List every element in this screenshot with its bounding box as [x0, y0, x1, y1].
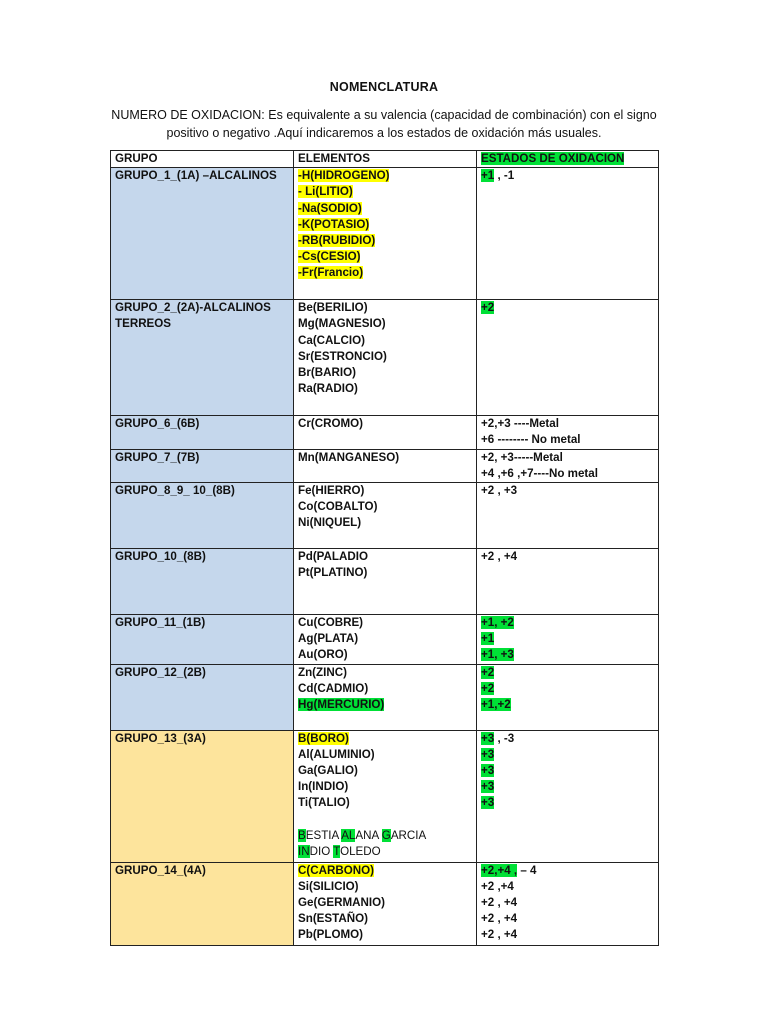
element-item: Sn(ESTAÑO) — [298, 912, 368, 926]
states-cell — [477, 615, 659, 665]
element-item: Fe(HIERRO) — [298, 484, 365, 498]
element-item: Ag(PLATA) — [298, 632, 359, 646]
elements-cell — [294, 483, 477, 549]
state-value: +6 -------- No metal — [481, 433, 581, 447]
table-row — [111, 549, 659, 615]
elements-cell — [294, 664, 477, 730]
element-item: Ra(RADIO) — [298, 382, 358, 396]
states-cell — [477, 449, 659, 482]
element-item: B(BORO) — [298, 731, 349, 745]
table-header-row — [111, 151, 659, 168]
state-value: +1, +2 — [481, 616, 514, 630]
state-value: +1, +3 — [481, 648, 514, 662]
element-item: Ga(GALIO) — [298, 764, 358, 778]
mnemonic-line-1 — [298, 828, 472, 844]
table-row — [111, 615, 659, 665]
states-cell — [477, 862, 659, 945]
element-item: Be(BERILIO) — [298, 301, 368, 315]
table-row — [111, 664, 659, 730]
state-value: +2 , +4 — [481, 896, 518, 910]
state-value: +2 , +4 — [481, 550, 518, 564]
intro-paragraph: NUMERO DE OXIDACION: Es equivalente a su valencia (capacidad de combinación) con el signo positivo o negativo .Aquí indicaremos a los estados de oxidación más usuales. — [111, 108, 657, 140]
state-value: +3 — [481, 796, 495, 810]
states-cell — [477, 730, 659, 862]
element-item: -RB(RUBIDIO) — [298, 234, 376, 248]
header-estados — [477, 151, 659, 168]
group-cell: GRUPO_2_(2A)-ALCALINOS TERREOS — [111, 300, 294, 416]
group-cell: GRUPO_7_(7B) — [111, 449, 294, 482]
elements-cell — [294, 615, 477, 665]
table-row — [111, 168, 659, 300]
element-item: Pd(PALADIO — [298, 550, 368, 564]
states-cell — [477, 300, 659, 416]
element-item: Mn(MANGANESO) — [298, 450, 400, 464]
element-item: Sr(ESTRONCIO) — [298, 349, 387, 363]
mnemonic-highlight: AL — [341, 828, 356, 842]
elements-cell — [294, 449, 477, 482]
states-cell — [477, 483, 659, 549]
document-title: NOMENCLATURA — [329, 80, 439, 94]
state-value: – 4 — [517, 863, 537, 877]
header-grupo: GRUPO — [111, 151, 294, 168]
state-value: +2,+3 ----Metal — [481, 417, 559, 431]
state-value: +2 , +4 — [481, 928, 518, 942]
states-cell — [477, 664, 659, 730]
mnemonic-highlight: G — [381, 828, 391, 842]
element-item: Zn(ZINC) — [298, 665, 347, 679]
states-cell — [477, 549, 659, 615]
state-value: +3 — [481, 747, 495, 761]
mnemonic-highlight: IN — [298, 845, 310, 859]
element-item: Pb(PLOMO) — [298, 928, 364, 942]
elements-cell — [294, 416, 477, 449]
mnemonic-text: OLEDO — [340, 845, 381, 859]
states-cell — [477, 168, 659, 300]
element-item: Co(COBALTO) — [298, 500, 378, 514]
element-item: Ca(CALCIO) — [298, 333, 365, 347]
element-item: -H(HIDROGENO) — [298, 169, 390, 183]
header-estados-label: ESTADOS DE OXIDACION — [481, 152, 625, 165]
table-row — [111, 449, 659, 482]
element-item: - Li(LITIO) — [298, 185, 353, 199]
element-item: In(INDIO) — [298, 780, 349, 794]
element-item: Al(ALUMINIO) — [298, 747, 375, 761]
header-elementos: ELEMENTOS — [294, 151, 477, 168]
element-item: Cd(CADMIO) — [298, 681, 369, 695]
element-item: Hg(MERCURIO) — [298, 698, 385, 712]
element-item: Cr(CROMO) — [298, 417, 364, 431]
state-value: +2 , +4 — [481, 912, 518, 926]
element-item: Ge(GERMANIO) — [298, 896, 385, 910]
state-value: +1,+2 — [481, 698, 511, 712]
group-cell: GRUPO_8_9_ 10_(8B) — [111, 483, 294, 549]
mnemonic-highlight: T — [333, 845, 341, 859]
element-item: C(CARBONO) — [298, 863, 374, 877]
table-row — [111, 300, 659, 416]
group-cell: GRUPO_11_(1B) — [111, 615, 294, 665]
group-cell: GRUPO_12_(2B) — [111, 664, 294, 730]
element-item: Au(ORO) — [298, 648, 348, 662]
element-item: -Fr(Francio) — [298, 266, 364, 280]
mnemonic-text: ANA — [355, 828, 382, 842]
state-value: +2 — [481, 301, 495, 315]
state-value: +4 ,+6 ,+7----No metal — [481, 466, 598, 480]
group-cell: GRUPO_14_(4A) — [111, 862, 294, 945]
state-value: +3 — [481, 731, 495, 745]
table-row — [111, 416, 659, 449]
element-item: Br(BARIO) — [298, 366, 356, 380]
state-value: +2 ,+4 — [481, 879, 514, 893]
mnemonic-text: DIO — [309, 845, 334, 859]
element-item: -K(POTASIO) — [298, 217, 370, 231]
element-item: Mg(MAGNESIO) — [298, 317, 386, 331]
elements-cell — [294, 730, 477, 862]
table-row — [111, 483, 659, 549]
group-cell: GRUPO_1_(1A) –ALCALINOS — [111, 168, 294, 300]
group-cell: GRUPO_6_(6B) — [111, 416, 294, 449]
table-row — [111, 862, 659, 945]
state-value: , -1 — [494, 169, 515, 183]
state-value: +3 — [481, 780, 495, 794]
mnemonic-text: ARCIA — [390, 828, 427, 842]
state-value: +2 — [481, 665, 495, 679]
group-cell: GRUPO_13_(3A) — [111, 730, 294, 862]
oxidation-table — [110, 150, 659, 946]
group-cell: GRUPO_10_(8B) — [111, 549, 294, 615]
element-item: Pt(PLATINO) — [298, 566, 368, 580]
mnemonic-text: ESTIA — [305, 828, 342, 842]
element-item: -Cs(CESIO) — [298, 250, 361, 264]
elements-cell — [294, 300, 477, 416]
mnemonic-highlight: B — [298, 828, 306, 842]
state-value: +1 — [481, 169, 495, 183]
element-item: -Na(SODIO) — [298, 201, 362, 215]
element-item: Cu(COBRE) — [298, 616, 364, 630]
state-value: +1 — [481, 632, 495, 646]
state-value: +3 — [481, 764, 495, 778]
element-item: Ni(NIQUEL) — [298, 516, 362, 530]
element-item: Ti(TALIO) — [298, 796, 350, 810]
state-value: +2 , +3 — [481, 484, 518, 498]
state-value: +2 — [481, 681, 495, 695]
elements-cell — [294, 549, 477, 615]
state-value: , -3 — [494, 731, 515, 745]
mnemonic-line-2 — [298, 844, 472, 860]
state-value: +2, +3-----Metal — [481, 450, 563, 464]
elements-cell — [294, 862, 477, 945]
states-cell — [477, 416, 659, 449]
element-item: Si(SILICIO) — [298, 879, 359, 893]
table-row — [111, 730, 659, 862]
state-value: +2,+4 , — [481, 863, 518, 877]
elements-cell — [294, 168, 477, 300]
